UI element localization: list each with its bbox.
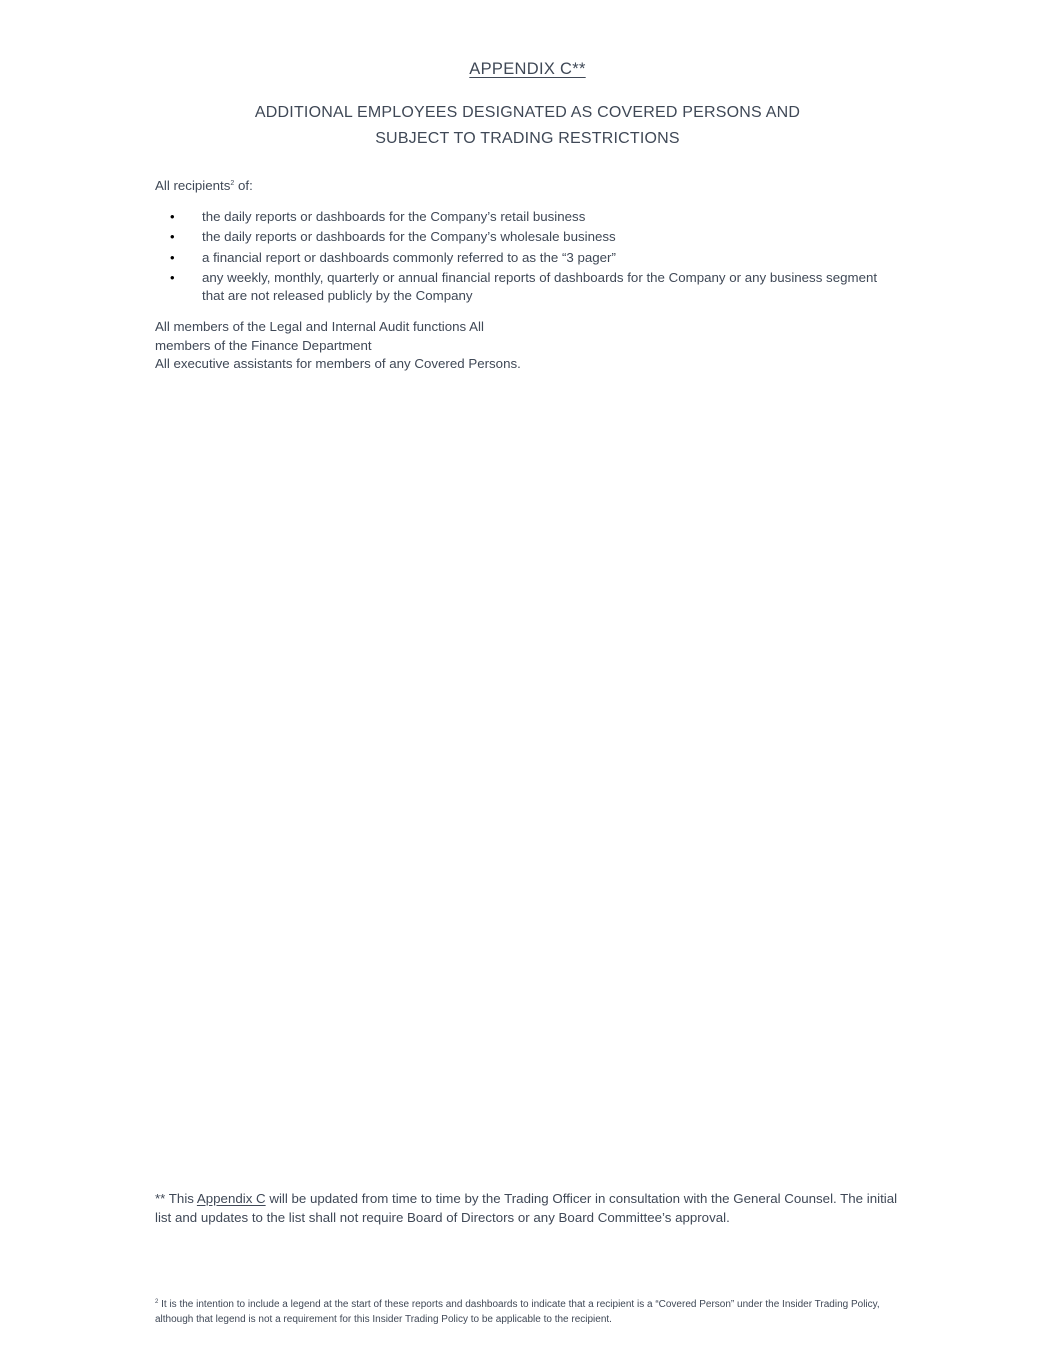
members-line-1: All members of the Legal and Internal Audit functions All xyxy=(155,319,484,334)
bullet-icon: • xyxy=(170,269,175,285)
page-title xyxy=(0,60,1055,79)
list-item-text: the daily reports or dashboards for the Company’s retail business xyxy=(202,209,586,224)
list-item-text: any weekly, monthly, quarterly or annual financial reports of dashboards for the Company or any business segment that are not released publicly by the Company xyxy=(202,269,878,304)
appendix-note xyxy=(155,1190,915,1227)
recipient-list xyxy=(155,208,895,308)
bullet-icon: • xyxy=(170,209,175,224)
list-item-text: a financial report or dashboards commonly referred to as the “3 pager” xyxy=(202,249,616,265)
appendix-c-link[interactable]: Appendix C xyxy=(196,1191,266,1206)
list-item-text: the daily reports or dashboards for the Company’s wholesale business xyxy=(202,229,616,245)
bullet-icon: • xyxy=(170,229,175,245)
subtitle-line-2: SUBJECT TO TRADING RESTRICTIONS xyxy=(375,130,680,147)
list-item xyxy=(155,269,895,306)
list-item xyxy=(155,208,895,227)
footnote xyxy=(155,1295,915,1327)
list-item xyxy=(155,228,895,247)
intro-before: All recipients xyxy=(155,178,231,193)
members-line-3: All executive assistants for members of any Covered Persons. xyxy=(155,356,521,371)
footnote-text: It is the intention to include a legend at the start of these reports and dashboards to indicate that a recipient is a “Covered Person” under the Insider Trading Policy, although that legend is not a requirement for this Insider Trading Policy to be applicable to the recipient. xyxy=(155,1299,880,1325)
intro-after: of: xyxy=(234,178,253,193)
appendix-title: APPENDIX C** xyxy=(469,60,586,78)
note-prefix: ** This xyxy=(155,1191,197,1206)
members-paragraph xyxy=(155,318,575,374)
subtitle-line-1: ADDITIONAL EMPLOYEES DESIGNATED AS COVERED PERSONS AND xyxy=(254,104,801,121)
intro-text xyxy=(155,178,253,193)
footnote-marker: 2 xyxy=(155,1299,159,1305)
list-item xyxy=(155,249,895,268)
members-line-2: members of the Finance Department xyxy=(155,337,372,353)
note-suffix: will be updated from time to time by the Trading Officer in consultation with the General Counsel. The initial list and updates to the list shall not require Board of Directors or any Board Committee’s approval. xyxy=(155,1191,898,1225)
footnote-reference[interactable]: 2 xyxy=(230,180,235,187)
page-subtitle xyxy=(0,100,1055,152)
bullet-icon: • xyxy=(170,249,175,265)
